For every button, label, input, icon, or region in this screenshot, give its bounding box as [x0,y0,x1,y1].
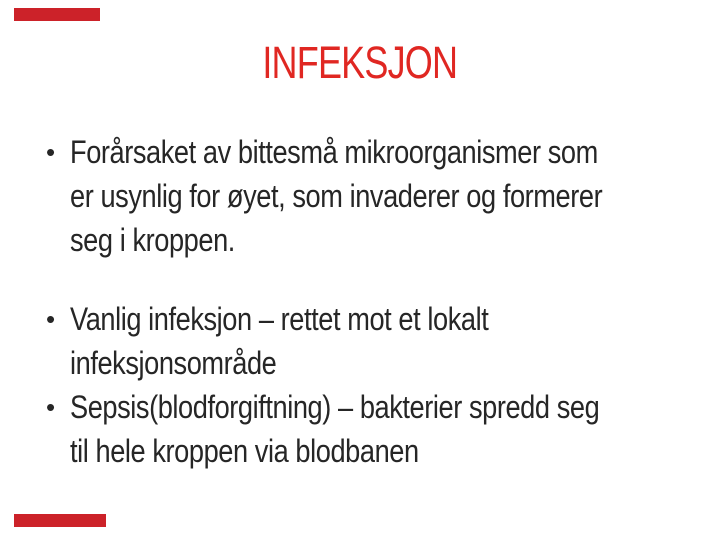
redacted-watermark-top [14,8,100,21]
title-row [0,38,720,88]
bullet-text [70,385,706,473]
bullet-item-2 [46,297,706,385]
bullet-line: til hele kroppen via blodbanen [70,433,419,469]
bullet-line: Forårsaket av bittesmå mikroorganismer som [70,134,598,170]
bullet-line: Sepsis(blodforgiftning) – bakterier spredd seg [70,389,600,425]
bullet-list [46,130,706,473]
bullet-line: seg i kroppen. [70,222,235,258]
bullet-item-1 [46,130,706,262]
bullet-line: er usynlig for øyet, som invaderer og formerer [70,178,603,214]
bullet-line: Vanlig infeksjon – rettet mot et lokalt [70,301,489,337]
bullet-text [70,297,706,385]
bullet-line: infeksjonsområde [70,345,277,381]
page-title: INFEKSJON [262,37,458,88]
bullet-marker: • [46,304,56,334]
redacted-watermark-bottom [14,514,106,527]
bullet-text [70,130,706,262]
bullet-marker: • [46,137,56,167]
bullet-item-3 [46,385,706,473]
bullet-marker: • [46,392,56,422]
